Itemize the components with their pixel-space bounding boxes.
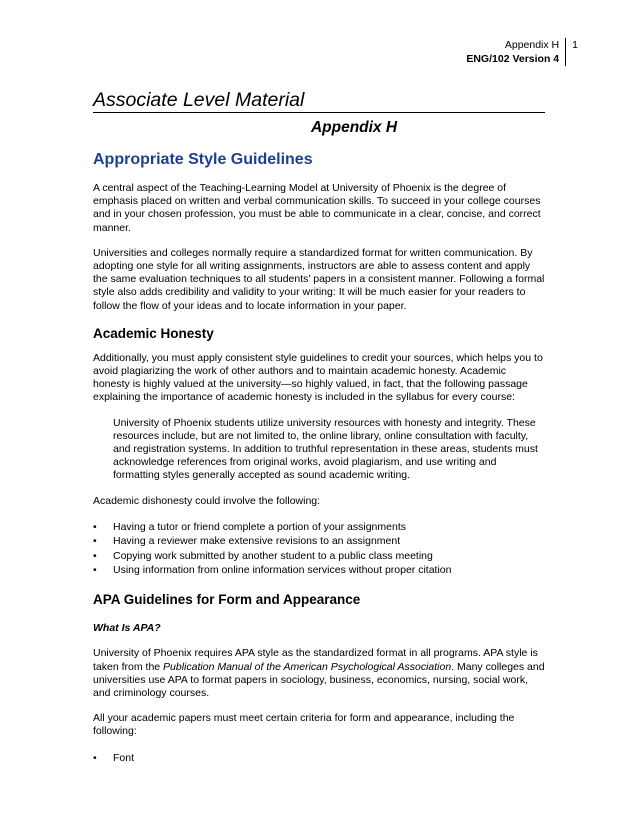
document-title: Associate Level Material xyxy=(93,88,545,113)
list-item xyxy=(93,751,545,765)
list-item-text: Copying work submitted by another student to a public class meeting xyxy=(113,549,433,562)
bullet-icon: • xyxy=(93,751,97,764)
dishonesty-list xyxy=(93,520,545,578)
paragraph-form-appearance: All your academic papers must meet certain criteria for form and appearance, including the following: xyxy=(93,712,515,738)
list-item-text: Having a tutor or friend complete a portion of your assignments xyxy=(113,520,406,533)
apa-intro-text-end: . Many colleges and universities use APA to format papers in sociology, business, economics, nursing, social work, and criminology courses. xyxy=(93,660,545,699)
list-item-text: Font xyxy=(113,751,135,764)
bullet-icon: • xyxy=(93,549,97,562)
paragraph-standardized-format: Universities and colleges normally require a standardized format for written communication. By adopting one style for all writing assignments, instructors are able to assess content and apply the same evaluation techniques to all students’ papers in a consistent manner. Following a formal style also adds credibility and validity to your writing: It will be much easier for your readers to follow the flow of your ideas and to locate information in your paper. xyxy=(93,246,545,312)
list-item xyxy=(93,549,545,563)
document-subtitle: Appendix H xyxy=(310,119,398,136)
list-item xyxy=(93,534,545,548)
page-number: 1 xyxy=(565,38,578,66)
section-heading-style-guidelines: Appropriate Style Guidelines xyxy=(93,151,313,168)
paragraph-teaching-model: A central aspect of the Teaching-Learning Model at University of Phoenix is the degree of emphasis placed on written and verbal communication skills. To succeed in your college courses and in your chosen profession, you must be able to communicate in a clear, concise, and correct manner. xyxy=(93,182,541,234)
list-item-text: Using information from online information services without proper citation xyxy=(113,564,452,577)
document-body xyxy=(93,88,545,765)
bullet-icon: • xyxy=(93,520,97,533)
bullet-icon: • xyxy=(93,535,97,548)
criteria-list xyxy=(93,751,545,765)
section-heading-academic-honesty: Academic Honesty xyxy=(93,325,214,341)
bullet-icon: • xyxy=(93,564,97,577)
block-quote: University of Phoenix students utilize university resources with honesty and integrity. These resources include, but are not limited to, the online library, online consultation with faculty, and registration systems. In addition to truthful representation in these areas, students must acknowledge references from original works, avoid plagiarism, and use writing and formatting styles generally accepted as sound academic writing. xyxy=(113,416,538,482)
header-text xyxy=(466,38,565,66)
paragraph-apa-intro xyxy=(93,647,545,700)
list-item xyxy=(93,520,545,534)
header-label: Appendix H xyxy=(504,39,560,51)
apa-manual-title: Publication Manual of the American Psychological Association xyxy=(163,660,452,673)
page-header xyxy=(466,38,578,66)
paragraph-dishonesty-intro: Academic dishonesty could involve the following: xyxy=(93,494,321,507)
paragraph-academic-honesty: Additionally, you must apply consistent style guidelines to credit your sources, which helps you to avoid plagiarizing the work of other authors and to maintain academic honesty. Academic honesty is highly valued at the university—so highly valued, in fact, that the following passage explaining the importance of academic honesty is included in the syllabus for every course: xyxy=(93,351,543,404)
apa-intro-text-start: University of Phoenix requires APA style as the standardized format in all programs. APA style is taken from the xyxy=(93,647,538,673)
section-heading-apa-guidelines: APA Guidelines for Form and Appearance xyxy=(93,592,361,608)
list-item xyxy=(93,563,545,577)
list-item-text: Having a reviewer make extensive revisions to an assignment xyxy=(113,535,401,548)
subheading-what-is-apa: What Is APA? xyxy=(93,622,161,635)
header-course: ENG/102 Version 4 xyxy=(466,53,560,65)
